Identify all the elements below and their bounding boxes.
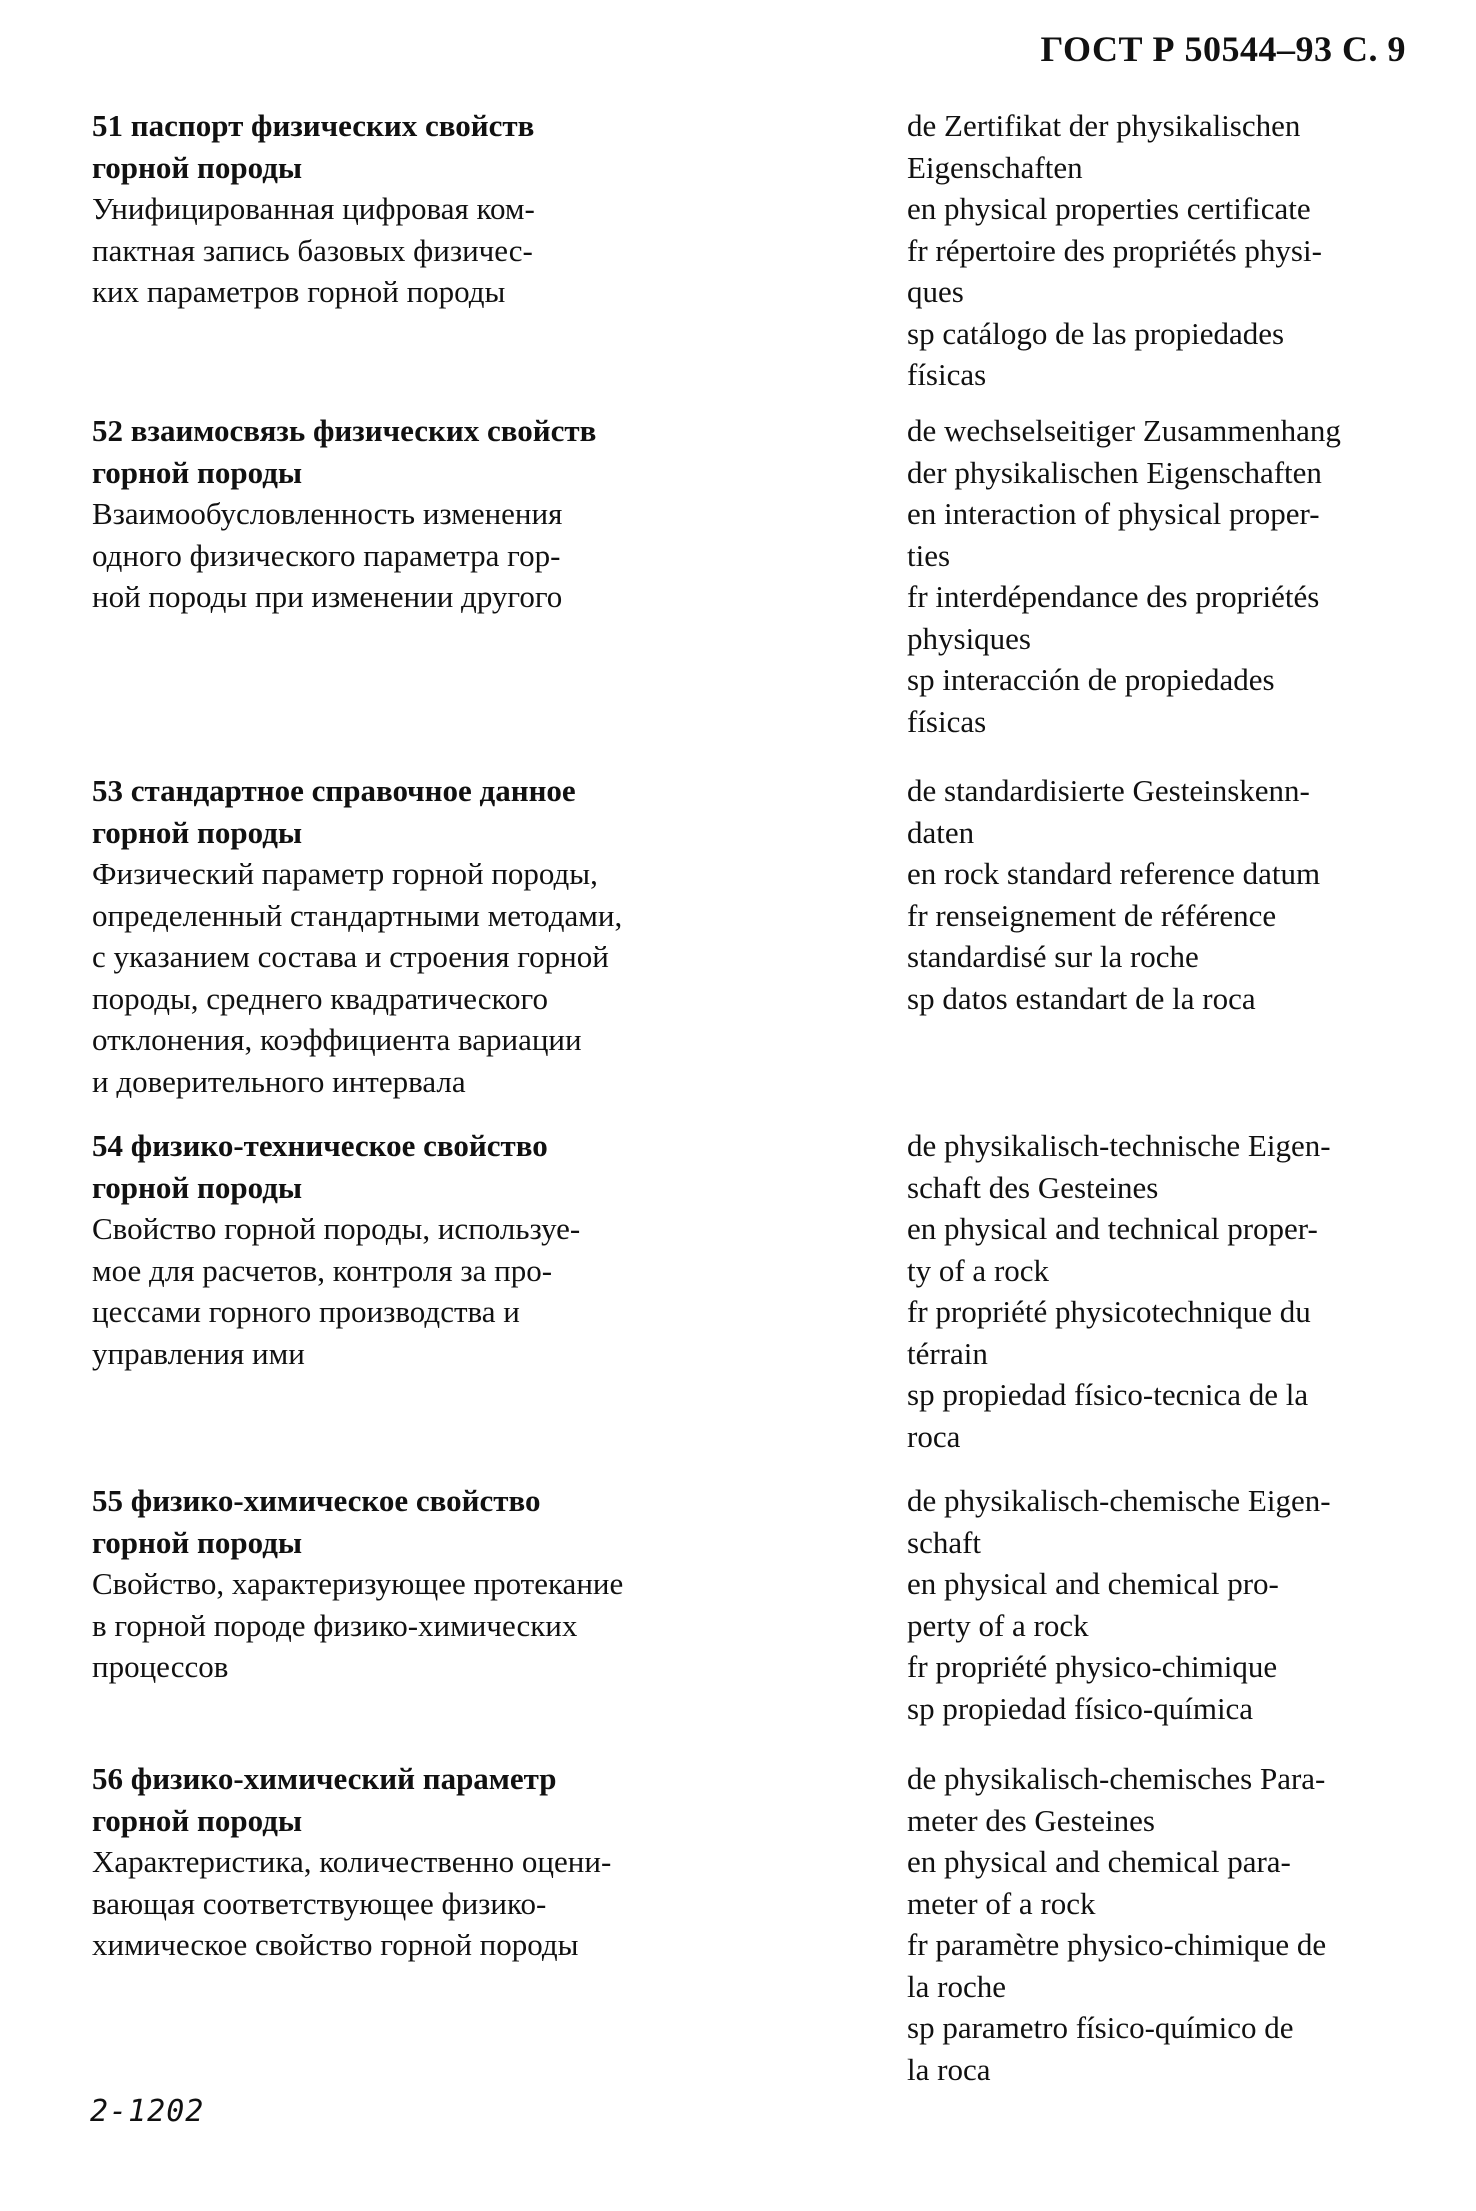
term-definition-column [92,105,752,313]
translation-line: térrain [907,1335,988,1371]
definition-line: химическое свойство горной породы [92,1927,579,1962]
translation-line: fr paramètre physico-chimique de [907,1927,1327,1962]
translation-line: fr propriété physico-chimique [907,1649,1278,1684]
translation-line: physiques [907,620,1031,656]
translation-line: físicas [907,703,987,739]
definition-line: отклонения, коэффициента вариации [92,1022,582,1057]
translations-column [907,105,1407,396]
definition-line: Взаимообусловленность изменения [92,496,563,531]
definition-line: ной породы при изменении другого [92,579,563,614]
term-title-line: горной породы [92,814,303,850]
translation-line: de wechselseitiger Zusammenhang [907,413,1341,448]
translations-column [907,1480,1407,1729]
term-title-line: 56 физико-химический параметр [92,1761,557,1796]
translation-line: der physikalischen Eigenschaften [907,454,1322,490]
translation-line: en physical and chemical pro- [907,1566,1279,1601]
translation-line: fr répertoire des propriétés physi- [907,232,1322,268]
translation-line: la roche [907,1968,1006,2004]
definition-line: мое для расчетов, контроля за про- [92,1252,553,1288]
translation-line: perty of a rock [907,1607,1089,1643]
translation-line: meter des Gesteines [907,1802,1155,1838]
translation-line: de standardisierte Gesteinskenn- [907,773,1310,808]
term-title-line: горной породы [92,149,303,185]
term-title-line: горной породы [92,1169,303,1205]
term-title-line: 55 физико-химическое свойство [92,1483,541,1518]
translation-line: fr renseignement de référence [907,897,1277,933]
term-title-line: 54 физико-техническое свойство [92,1128,548,1163]
translation-line: en interaction of physical proper- [907,496,1320,531]
definition-line: Свойство, характеризующее протекание [92,1566,624,1601]
translation-line: ques [907,274,964,309]
definition-line: породы, среднего квадратического [92,980,548,1016]
definition-line: ких параметров горной породы [92,274,506,309]
term-definition-column [92,770,752,1102]
definition-line: Физический параметр горной породы, [92,856,598,891]
translation-line: sp interacción de propiedades [907,662,1275,697]
translation-line: Eigenschaften [907,149,1083,185]
page-header: ГОСТ Р 50544–93 С. 9 [1040,29,1406,69]
translation-line: en physical and technical proper- [907,1211,1318,1246]
term-title-line: 53 стандартное справочное данное [92,773,576,808]
translations-column [907,770,1407,1019]
definition-line: в горной породе физико-химических [92,1607,578,1643]
translation-line: la roca [907,2051,991,2087]
term-title-line: горной породы [92,454,303,490]
definition-line: Унифицированная цифровая ком- [92,191,535,226]
translation-line: meter of a rock [907,1885,1096,1921]
term-title-line: горной породы [92,1524,303,1560]
translation-line: daten [907,814,975,850]
translation-line: sp propiedad físico-química [907,1690,1254,1726]
term-title-line: 51 паспорт физических свойств [92,108,535,143]
translation-line: sp propiedad físico-tecnica de la [907,1377,1309,1412]
term-definition-column [92,1480,752,1688]
translation-line: standardisé sur la roche [907,939,1199,974]
translation-line: schaft [907,1524,982,1560]
translation-line: de physikalisch-chemisches Para- [907,1761,1326,1796]
translations-column [907,1125,1407,1457]
term-title-line: горной породы [92,1802,303,1838]
translation-line: roca [907,1418,961,1454]
translations-column [907,410,1407,742]
definition-line: управления ими [92,1335,305,1371]
definition-line: определенный стандартными методами, [92,897,623,933]
print-mark: 2-1202 [90,2094,205,2129]
translation-line: sp parametro físico-químico de [907,2010,1294,2045]
definition-line: и доверительного интервала [92,1063,466,1099]
translation-line: sp datos estandart de la roca [907,980,1256,1016]
definition-line: вающая соответствующее физико- [92,1885,547,1921]
definition-line: Свойство горной породы, используе- [92,1211,581,1246]
term-definition-column [92,1758,752,1966]
definition-line: процессов [92,1649,229,1684]
translation-line: fr propriété physicotechnique du [907,1294,1311,1329]
translation-line: en physical properties certificate [907,191,1311,226]
term-title-line: 52 взаимосвязь физических свойств [92,413,597,448]
term-definition-column [92,1125,752,1374]
translation-line: de Zertifikat der physikalischen [907,108,1301,143]
definition-line: Характеристика, количественно оцени- [92,1844,612,1879]
translation-line: sp catálogo de las propiedades [907,315,1285,351]
translation-line: ties [907,537,951,573]
definition-line: с указанием состава и строения горной [92,939,609,974]
translation-line: de physikalisch-chemische Eigen- [907,1483,1331,1518]
definition-line: одного физического параметра гор- [92,537,561,573]
translation-line: fr interdépendance des propriétés [907,579,1320,614]
translation-line: en rock standard reference datum [907,856,1321,891]
translation-line: schaft des Gesteines [907,1169,1159,1205]
translation-line: de physikalisch-technische Eigen- [907,1128,1331,1163]
term-definition-column [92,410,752,618]
definition-line: пактная запись базовых физичес- [92,232,533,268]
translation-line: en physical and chemical para- [907,1844,1291,1879]
translations-column [907,1758,1407,2090]
definition-line: цессами горного производства и [92,1294,520,1329]
translation-line: físicas [907,357,987,392]
translation-line: ty of a rock [907,1252,1050,1288]
